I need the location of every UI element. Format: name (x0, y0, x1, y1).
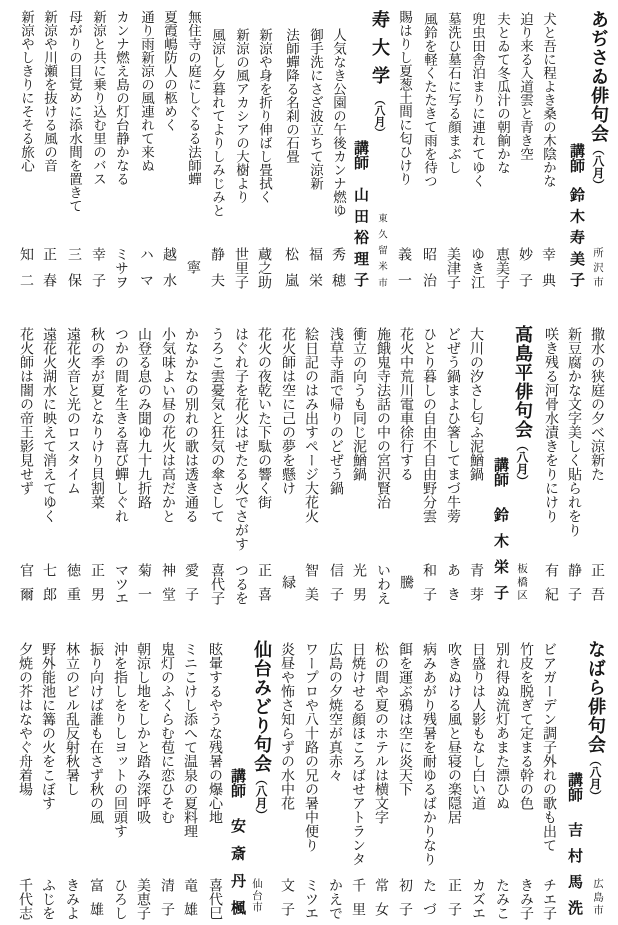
haiku-author: 正喜 (256, 563, 272, 601)
haiku-author: 恵美子 (494, 247, 510, 289)
haiku-author: 光男 (351, 563, 367, 601)
haiku-column (16, 615, 34, 925)
haiku-author: 常女 (373, 878, 389, 916)
instructor-name: 吉村馬洗 (566, 822, 584, 915)
club-month: （八月） (373, 94, 386, 138)
haiku-column (255, 300, 273, 615)
haiku-author: 富雄 (88, 878, 104, 916)
haiku-column (88, 300, 106, 615)
haiku-text: 無住寺の庭にしぐるる法師蟬 (185, 10, 201, 186)
haiku-column (87, 615, 105, 925)
haiku-author: 文子 (279, 878, 295, 916)
haiku-author: 知二 (18, 247, 34, 287)
haiku-text: 眩暈するやうな残暑の爆心地 (207, 642, 223, 824)
haiku-column (326, 615, 344, 925)
haiku-author: 正春 (41, 247, 57, 287)
haiku-text: どぜう鍋まよひ箸してまづ牛蒡 (445, 327, 461, 523)
club-month: （八月） (588, 754, 602, 802)
haiku-text: 新涼や身を折り伸ばし畳拭く (256, 28, 272, 204)
haiku-text: 振り向けば誰も在さず秋の風 (88, 642, 104, 824)
haiku-author: ふじを (40, 878, 56, 920)
haiku-text: 餌を運ぶ鴉は空に炎天下 (397, 642, 413, 796)
haiku-text: 日盛りは人影もなし白い道 (470, 642, 486, 810)
haiku-column (329, 0, 347, 300)
instructor-label: 講師 (352, 140, 370, 170)
haiku-author: 信子 (328, 563, 344, 601)
haiku-author: いわえ (375, 563, 391, 605)
haiku-author: 徳重 (65, 563, 81, 601)
haiku-column (516, 0, 534, 300)
haiku-text: 遠花火湖水に映えて消えてゆく (41, 327, 57, 523)
haiku-text: かなかなの別れの歌は透き通る (183, 327, 199, 523)
haiku-text: 風鈴を軽くたたきて雨を待つ (421, 12, 437, 188)
haiku-column (493, 0, 511, 300)
club-month: （八月） (591, 143, 605, 191)
club-header (585, 640, 605, 802)
haiku-text: 新涼と共に乗り込む里のバス (90, 10, 106, 186)
club-location: 板橋区 (516, 563, 528, 600)
club-title: 寿大学 (369, 10, 390, 94)
haiku-column (420, 300, 438, 615)
club-location: 所沢市 (592, 247, 604, 287)
haiku-author: カズエ (470, 878, 486, 920)
haiku-author: 静夫 (209, 247, 225, 287)
haiku-author: ハマ (138, 247, 154, 287)
haiku-text: 新涼や川瀬を抜ける風の音 (41, 10, 57, 172)
haiku-author: 和子 (421, 563, 437, 601)
haiku-text: 花火師は闇の帝王影見せず (18, 327, 34, 495)
haiku-column (158, 615, 176, 925)
club-location: 東久留米市 (376, 213, 387, 287)
haiku-text: つかの間を生きる喜び蟬しぐれ (113, 327, 129, 523)
haiku-column (282, 0, 300, 300)
haiku-text: ひとり暮しの自由不自由野分雲 (421, 327, 437, 523)
haiku-text: ミニこけし添へて温泉の夏料理 (182, 642, 198, 838)
haiku-column (134, 615, 152, 925)
haiku-text: 墓洗ひ墓石に写る顔まぶし (445, 12, 461, 174)
instructor-label: 講師 (568, 143, 586, 173)
haiku-column (542, 300, 560, 615)
haiku-author: あき (445, 563, 461, 601)
haiku-text: 浅草寺詣で帰りのどぜう鍋 (328, 327, 344, 495)
haiku-author: きみ子 (518, 878, 534, 920)
haiku-column (137, 0, 155, 300)
haiku-column (469, 615, 487, 925)
haiku-column (65, 0, 83, 300)
haiku-column (444, 0, 462, 300)
haiku-column (40, 300, 58, 615)
haiku-text: 炎昼や怖さ知らずの水中花 (279, 642, 295, 810)
haiku-column (445, 615, 463, 925)
band-bottom (0, 615, 618, 925)
haiku-author: 菊一 (136, 563, 152, 601)
haiku-text: 日焼けせる顔ほころばせアトランタ (350, 642, 366, 866)
haiku-author: ミサヲ (113, 247, 129, 289)
haiku-text: 広島の夕焼空が真赤々 (327, 642, 343, 782)
haiku-text: 夏霞嶋防人の柩めく (161, 10, 177, 132)
haiku-text: 新涼やしきりにそそる旅心 (18, 10, 34, 172)
haiku-column (208, 300, 226, 615)
haiku-author: 竜雄 (182, 878, 198, 916)
haiku-text: はぐれ子を花火はぜたる火でさがす (233, 327, 249, 551)
haiku-text: 遠花火音と光のロスタイム (65, 327, 81, 495)
haiku-column (540, 615, 558, 925)
haiku-text: 施餓鬼寺法話の中の宮沢賢治 (375, 327, 391, 509)
haiku-author: 緑 (280, 575, 296, 589)
band-top (0, 0, 618, 300)
haiku-text: 秋の季が夏となりけり貝割菜 (89, 327, 105, 509)
haiku-text: 絵日記のはみ出すページ大花火 (303, 327, 319, 523)
haiku-text: 撒水の狭庭の夕べ涼新た (589, 327, 605, 481)
haiku-column (539, 0, 557, 300)
club-header (512, 325, 532, 487)
haiku-author: 幸典 (540, 247, 556, 287)
haiku-text: 人気なき公園の午後カンナ燃ゆ (330, 28, 346, 217)
haiku-column (232, 300, 250, 615)
instructor-label: 講師 (566, 772, 584, 802)
haiku-column (232, 0, 250, 300)
haiku-text: 新涼の風アカシアの大樹より (233, 28, 249, 204)
haiku-author: 青芽 (468, 563, 484, 601)
haiku-text: 兜虫田舎泊まりに連れてゆく (469, 12, 485, 188)
instructor-name: 鈴木寿美子 (568, 187, 586, 287)
haiku-author: 正子 (446, 878, 462, 916)
haiku-column (493, 615, 511, 925)
haiku-column (278, 615, 296, 925)
haiku-column (420, 0, 438, 300)
haiku-text: 鬼灯のふくらむ苞に恋ひそむ (159, 642, 175, 824)
club-title: あぢさゐ俳句会 (588, 10, 609, 143)
haiku-text: 母がりの目覚めに添水間を置きて (66, 10, 82, 213)
haiku-column (112, 0, 130, 300)
club-title: 高島平俳句会 (512, 325, 533, 439)
haiku-column (184, 0, 202, 300)
haiku-text: 竹皮を脱ぎて定まる幹の色 (518, 642, 534, 810)
haiku-author: 静子 (566, 563, 582, 601)
haiku-column (302, 300, 320, 615)
haiku-text: 沖を指しをりしヨットの回頭す (112, 642, 128, 838)
haiku-text: 花火の夜乾いた下駄の響く街 (256, 327, 272, 509)
haiku-column (63, 615, 81, 925)
haiku-column (160, 0, 178, 300)
haiku-author: 三保 (66, 247, 82, 287)
haiku-author: 千代志 (17, 878, 33, 920)
haiku-author: 喜代巳 (207, 878, 223, 920)
haiku-column (302, 615, 320, 925)
haiku-column (350, 300, 368, 615)
haiku-column (517, 615, 535, 925)
haiku-column (565, 300, 583, 615)
haiku-column (306, 0, 324, 300)
club-title: なばら俳句会 (585, 640, 606, 754)
haiku-author: ひろし (112, 878, 128, 920)
haiku-text: ビアガーデン調子外れの歌も出て (541, 642, 557, 852)
haiku-text: 花火中荒川電車徐行する (398, 327, 414, 481)
haiku-author: 清子 (159, 878, 175, 916)
haiku-author: かえで (327, 878, 343, 920)
haiku-author: たづ (421, 878, 437, 916)
haiku-text: 夫とゐて冬瓜汁の朝餉かな (494, 12, 510, 174)
band-middle (0, 300, 618, 615)
club-header (369, 10, 389, 138)
haiku-column (444, 300, 462, 615)
club-title: 仙台みどり句会 (251, 640, 272, 773)
haiku-column (181, 615, 199, 925)
haiku-author: 有紀 (543, 563, 559, 601)
haiku-text: 大川の汐さし匂ふ泥鰌鍋 (468, 327, 484, 481)
instructor-label: 講師 (492, 457, 510, 487)
haiku-column (374, 300, 392, 615)
haiku-author: 寧 (185, 260, 201, 274)
haiku-text: 山登る息のみ聞ゆ九十九折路 (136, 327, 152, 509)
haiku-column (206, 615, 224, 925)
club-location: 仙台市 (251, 878, 263, 912)
club-header (251, 640, 271, 821)
haiku-author: 正吾 (589, 563, 605, 601)
haiku-author: 世里子 (233, 247, 249, 289)
haiku-column (39, 615, 57, 925)
haiku-author: 千里 (350, 878, 366, 916)
haiku-author: 正男 (89, 563, 105, 601)
haiku-text: 新豆腐かな文字美しく貼られをり (566, 327, 582, 537)
haiku-column (468, 0, 486, 300)
haiku-column (279, 300, 297, 615)
club-header (588, 10, 608, 191)
haiku-author: 騰 (398, 575, 414, 589)
haiku-author: 七郎 (41, 563, 57, 601)
haiku-text: 夕焼の芥はなやぐ舟着場 (17, 642, 33, 796)
haiku-author: マツエ (113, 563, 129, 605)
haiku-column (397, 300, 415, 615)
haiku-author: 越水 (161, 247, 177, 287)
haiku-author: 美津子 (445, 247, 461, 289)
haiku-column (17, 0, 35, 300)
haiku-author: 智美 (303, 563, 319, 601)
haiku-text: 迫り来る入道雲と青き空 (517, 12, 533, 161)
haiku-column (588, 300, 606, 615)
haiku-column (396, 615, 414, 925)
haiku-author: たみこ (494, 878, 510, 920)
haiku-text: 花火師は空に己の夢を懸け (280, 327, 296, 495)
instructor-name: 山田裕理子 (352, 187, 370, 287)
haiku-author: きみよ (64, 878, 80, 920)
haiku-column (64, 300, 82, 615)
haiku-column (182, 300, 200, 615)
haiku-text: 賜はりし夏葱土間に匂ひけり (396, 10, 412, 186)
haiku-text: 林立のビル乱反射秋暑し (64, 642, 80, 796)
haiku-author: 妙子 (517, 247, 533, 287)
haiku-text: ワープロや八十路の兄の暑中便り (303, 642, 319, 852)
haiku-author: ミツエ (303, 878, 319, 920)
haiku-author: 幸子 (90, 247, 106, 287)
haiku-column (327, 300, 345, 615)
haiku-text: 小気味よい昼の花火は高だかと (160, 327, 176, 523)
club-location: 広島市 (592, 878, 604, 915)
haiku-author: 福栄 (307, 247, 323, 287)
haiku-text: 吹きぬける風と昼寝の楽隠居 (446, 642, 462, 824)
haiku-column (372, 615, 390, 925)
haiku-text: 病みあがり残暑を耐ゆるばかりなり (421, 642, 437, 866)
haiku-author: チエ子 (541, 878, 557, 920)
haiku-column (112, 300, 130, 615)
haiku-text: 法師蟬降る名刹の石畳 (283, 28, 299, 163)
haiku-author: 松嵐 (283, 247, 299, 287)
haiku-text: 別れ得ぬ流灯あまた漂ひぬ (494, 642, 510, 810)
haiku-column (135, 300, 153, 615)
haiku-text: 犬と吾に程よき桑の木陰かな (540, 12, 556, 188)
haiku-column (208, 0, 226, 300)
club-month: （八月） (515, 439, 529, 487)
haiku-column (420, 615, 438, 925)
haiku-column (349, 615, 367, 925)
haiku-column (40, 0, 58, 300)
haiku-text: 野外能池に篝の火をこぼす (40, 642, 56, 810)
haiku-column (111, 615, 129, 925)
instructor-name: 鈴木栄子 (492, 507, 510, 600)
haiku-author: 官爾 (18, 563, 34, 601)
haiku-column (159, 300, 177, 615)
haiku-column (467, 300, 485, 615)
haiku-author: 愛子 (183, 563, 199, 601)
haiku-column (395, 0, 413, 300)
haiku-text: うろこ雲憂気と狂気の傘さして (209, 327, 225, 523)
haiku-text: カンナ燃え島の灯台静かなる (113, 10, 129, 186)
haiku-author: 秀穂 (330, 247, 346, 287)
haiku-text: 松の間や夏のホテルは横文字 (373, 642, 389, 824)
haiku-author: 喜代子 (209, 563, 225, 605)
haiku-text: 風涼し夕暮れてよりしみじみと (209, 28, 225, 217)
haiku-author: 初子 (397, 878, 413, 916)
haiku-author: 神堂 (160, 563, 176, 601)
haiku-column (17, 300, 35, 615)
club-month: （八月） (254, 773, 268, 821)
haiku-author: 義一 (396, 247, 412, 287)
haiku-text: 衝立の向うも同じ泥鰌鍋 (351, 327, 367, 481)
haiku-author: 昭治 (421, 247, 437, 287)
haiku-author: つるを (233, 563, 249, 605)
haiku-text: 咲き残る河骨水漬きをりにけり (543, 327, 559, 523)
instructor-name: 安斎丹楓 (229, 818, 247, 915)
instructor-label: 講師 (229, 768, 247, 798)
haiku-text: 朝涼し地をしかと踏み深呼吸 (135, 642, 151, 824)
haiku-author: 蔵之助 (256, 247, 272, 289)
haiku-author: 美恵子 (135, 878, 151, 920)
haiku-column (89, 0, 107, 300)
haiku-column (255, 0, 273, 300)
haiku-author: ゆき江 (469, 247, 485, 289)
haiku-text: 通り雨新涼の風連れて来ぬ (138, 10, 154, 172)
haiku-text: 御手洗にさざ波立ちて涼新 (307, 28, 323, 190)
